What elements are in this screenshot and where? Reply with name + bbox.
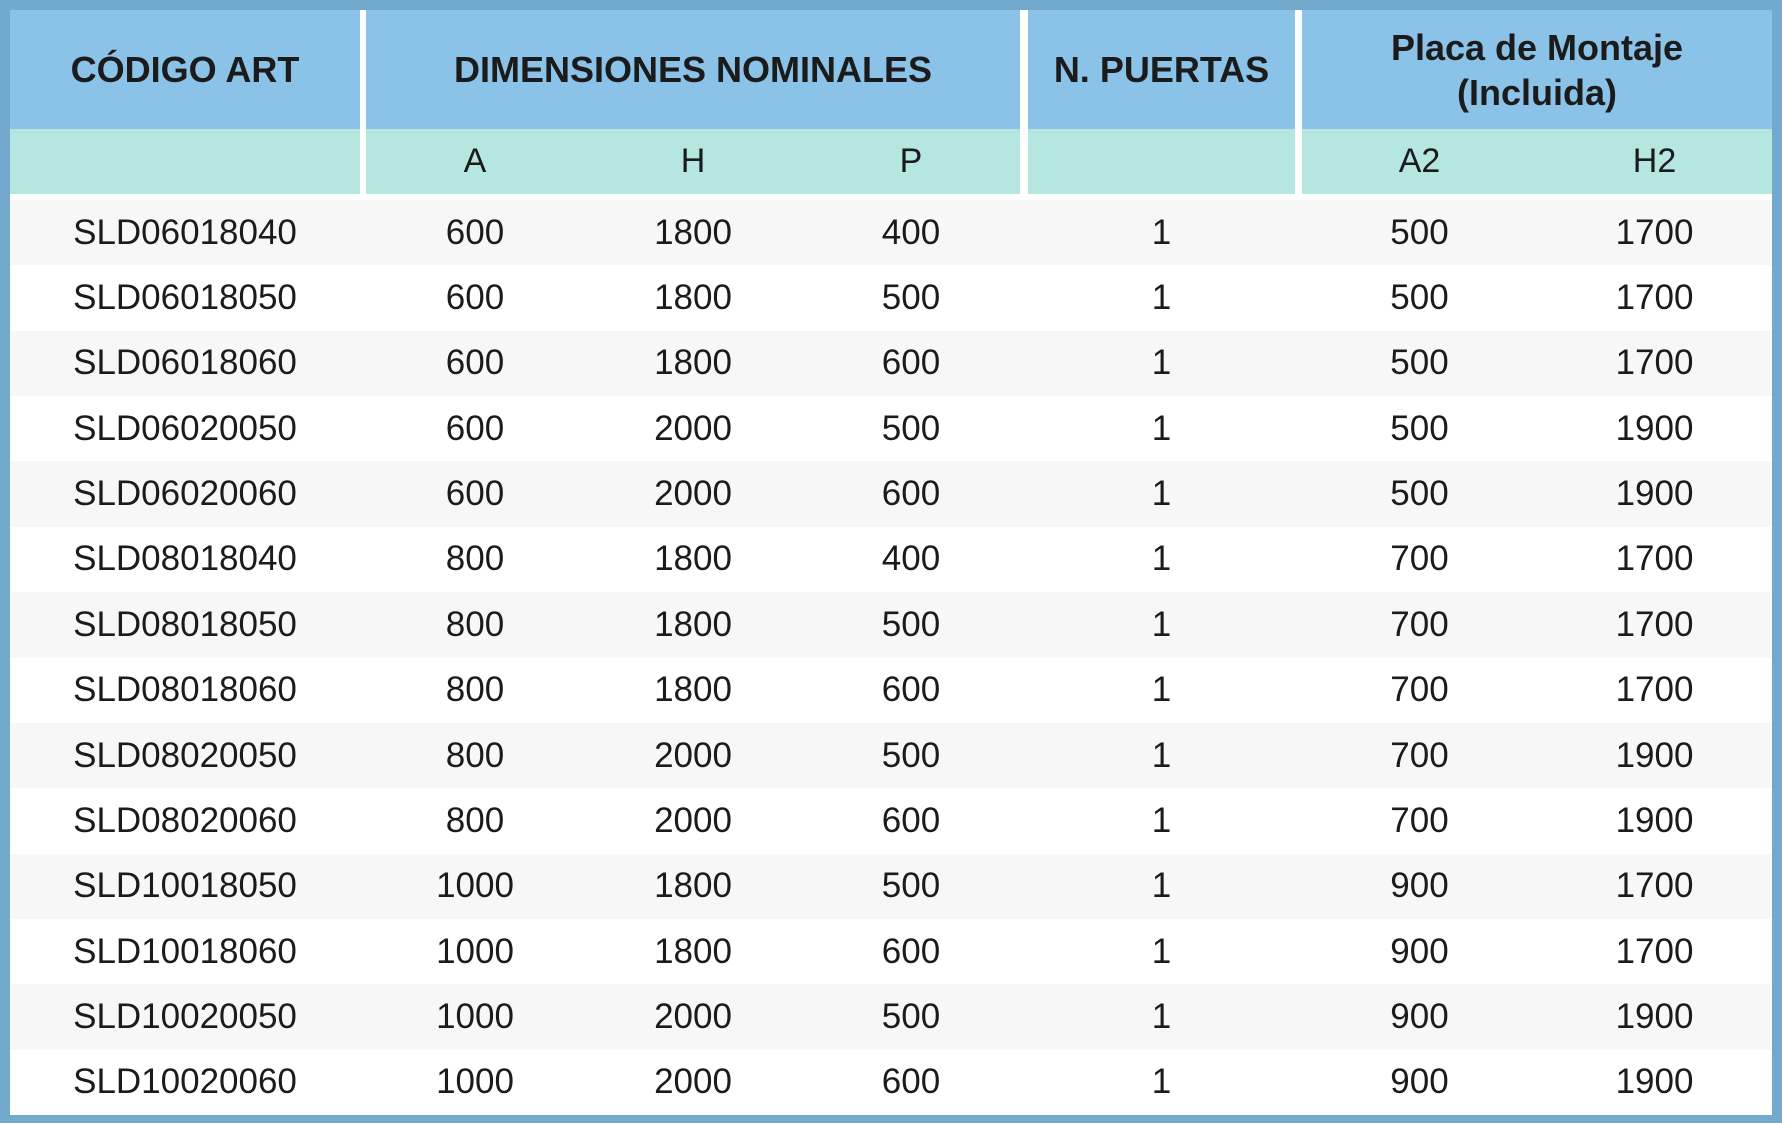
cell-codigo: SLD10018050 — [73, 866, 297, 906]
table-body — [10, 200, 1772, 1115]
subheader-h: H — [584, 129, 802, 194]
cell-a2: 700 — [1390, 604, 1449, 644]
cell-h: 2000 — [654, 800, 732, 840]
cell-codigo: SLD06018060 — [73, 343, 297, 383]
cell-a: 1000 — [436, 931, 514, 971]
cell-a2: 500 — [1390, 474, 1449, 514]
cell-a: 600 — [445, 408, 505, 448]
subheader-spacer-puertas — [1028, 129, 1295, 194]
cell-a: 800 — [445, 539, 505, 579]
table-row — [10, 1050, 1772, 1115]
cell-codigo: SLD06018050 — [73, 278, 297, 318]
table-row — [10, 854, 1772, 919]
cell-h: 2000 — [654, 735, 732, 775]
cell-h2: 1900 — [1615, 735, 1694, 775]
cell-p: 600 — [881, 343, 941, 383]
cell-codigo: SLD08018040 — [73, 539, 297, 579]
table-row — [10, 723, 1772, 788]
col-header-n-puertas: N. PUERTAS — [1028, 10, 1295, 129]
cell-p: 600 — [881, 800, 941, 840]
header-group-row — [10, 10, 1772, 129]
cell-h: 1800 — [654, 343, 732, 383]
subheader-spacer-codigo — [10, 129, 360, 194]
cell-a2: 900 — [1390, 931, 1449, 971]
cell-a2: 900 — [1390, 866, 1449, 906]
cell-codigo: SLD06020050 — [73, 408, 297, 448]
cell-h2: 1900 — [1615, 408, 1694, 448]
cell-n-puertas: 1 — [1151, 604, 1172, 644]
cell-n-puertas: 1 — [1151, 670, 1172, 710]
cell-h: 1800 — [654, 278, 732, 318]
cell-a2: 500 — [1390, 278, 1449, 318]
cell-codigo: SLD08018050 — [73, 604, 297, 644]
cell-h2: 1700 — [1615, 604, 1694, 644]
table-row — [10, 788, 1772, 853]
cell-p: 500 — [881, 996, 941, 1036]
cell-a: 600 — [445, 278, 505, 318]
cell-a2: 500 — [1390, 343, 1449, 383]
table-row — [10, 658, 1772, 723]
cell-h: 2000 — [654, 1062, 732, 1102]
cell-p: 600 — [881, 931, 941, 971]
cell-a: 800 — [445, 800, 505, 840]
cell-n-puertas: 1 — [1151, 474, 1172, 514]
cell-a2: 700 — [1390, 800, 1449, 840]
table-row — [10, 396, 1772, 461]
col-header-placa-de-montaje — [1302, 10, 1772, 129]
cell-n-puertas: 1 — [1151, 212, 1172, 252]
header-sub-row — [10, 129, 1772, 194]
cell-h: 2000 — [654, 474, 732, 514]
cell-h: 2000 — [654, 996, 732, 1036]
cell-p: 600 — [881, 1062, 941, 1102]
cell-h2: 1700 — [1615, 343, 1694, 383]
table-row — [10, 331, 1772, 396]
cell-n-puertas: 1 — [1151, 539, 1172, 579]
cell-n-puertas: 1 — [1151, 1062, 1172, 1102]
cell-h: 1800 — [654, 604, 732, 644]
cell-h: 2000 — [654, 408, 732, 448]
cell-a: 600 — [445, 343, 505, 383]
cell-h2: 1900 — [1615, 474, 1694, 514]
cell-codigo: SLD08020050 — [73, 735, 297, 775]
cell-n-puertas: 1 — [1151, 735, 1172, 775]
cell-n-puertas: 1 — [1151, 866, 1172, 906]
table-row — [10, 527, 1772, 592]
cell-h2: 1700 — [1615, 539, 1694, 579]
cell-a2: 700 — [1390, 670, 1449, 710]
cell-p: 500 — [881, 604, 941, 644]
table-row — [10, 592, 1772, 657]
cell-n-puertas: 1 — [1151, 408, 1172, 448]
cell-codigo: SLD06020060 — [73, 474, 297, 514]
cell-p: 500 — [881, 735, 941, 775]
cell-codigo: SLD10020060 — [73, 1062, 297, 1102]
placa-header-label: Placa de Montaje (Incluida) — [1390, 26, 1684, 113]
cell-h2: 1700 — [1615, 670, 1694, 710]
cell-h2: 1900 — [1615, 996, 1694, 1036]
cell-h: 1800 — [654, 539, 732, 579]
table-row — [10, 461, 1772, 526]
cell-a: 800 — [445, 670, 505, 710]
cell-n-puertas: 1 — [1151, 800, 1172, 840]
cell-a: 600 — [445, 212, 505, 252]
cell-a2: 700 — [1390, 539, 1449, 579]
cell-a2: 900 — [1390, 996, 1449, 1036]
cell-h: 1800 — [654, 866, 732, 906]
cell-h: 1800 — [654, 212, 732, 252]
cell-a2: 500 — [1390, 408, 1449, 448]
cell-n-puertas: 1 — [1151, 278, 1172, 318]
cell-h2: 1700 — [1615, 278, 1694, 318]
subheader-p: P — [802, 129, 1020, 194]
cell-codigo: SLD10018060 — [73, 931, 297, 971]
col-header-codigo-art: CÓDIGO ART — [10, 10, 360, 129]
table-row — [10, 265, 1772, 330]
cell-a2: 500 — [1390, 212, 1449, 252]
cell-p: 500 — [881, 866, 941, 906]
cell-h2: 1700 — [1615, 212, 1694, 252]
cell-codigo: SLD06018040 — [73, 212, 297, 252]
cell-codigo: SLD08020060 — [73, 800, 297, 840]
cell-a: 600 — [445, 474, 505, 514]
cell-p: 500 — [881, 278, 941, 318]
table-row — [10, 919, 1772, 984]
subheader-a2: A2 — [1302, 129, 1537, 194]
cell-n-puertas: 1 — [1151, 931, 1172, 971]
cell-codigo: SLD08018060 — [73, 670, 297, 710]
subheader-h2: H2 — [1537, 129, 1772, 194]
subheader-a: A — [366, 129, 584, 194]
cell-a: 1000 — [436, 996, 514, 1036]
table-row — [10, 200, 1772, 265]
cell-p: 600 — [881, 670, 941, 710]
cell-codigo: SLD10020050 — [73, 996, 297, 1036]
cell-h2: 1900 — [1615, 1062, 1694, 1102]
cell-n-puertas: 1 — [1151, 343, 1172, 383]
cell-h: 1800 — [654, 931, 732, 971]
table-row — [10, 984, 1772, 1049]
table-header — [10, 10, 1772, 194]
cell-h2: 1700 — [1615, 866, 1694, 906]
cell-p: 400 — [881, 212, 941, 252]
cell-p: 400 — [881, 539, 941, 579]
cell-p: 600 — [881, 474, 941, 514]
cell-a: 800 — [445, 604, 505, 644]
cell-h2: 1900 — [1615, 800, 1694, 840]
cell-a2: 900 — [1390, 1062, 1449, 1102]
cell-a: 1000 — [436, 866, 514, 906]
cell-a: 1000 — [436, 1062, 514, 1102]
cell-a2: 700 — [1390, 735, 1449, 775]
cell-h: 1800 — [654, 670, 732, 710]
col-header-dimensiones-nominales: DIMENSIONES NOMINALES — [366, 10, 1020, 129]
cell-n-puertas: 1 — [1151, 996, 1172, 1036]
cell-p: 500 — [881, 408, 941, 448]
cell-a: 800 — [445, 735, 505, 775]
cell-h2: 1700 — [1615, 931, 1694, 971]
